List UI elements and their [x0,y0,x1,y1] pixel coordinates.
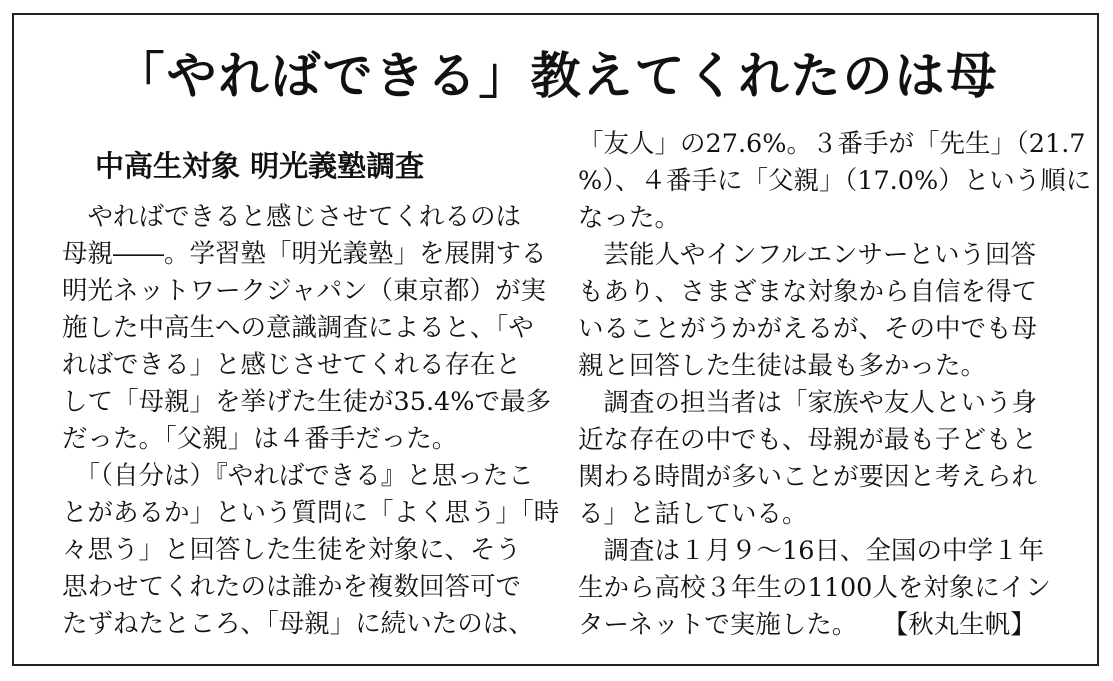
right-line-8: 調査の担当者は「家族や友人という身 [578,388,1038,418]
headline: 「やればできる」教えてくれたのは母 [114,47,999,105]
right-line-1: 「友人」の27.6%。３番手が「先生」（21.7 [578,129,1086,159]
left-line-8: 「（自分は）『やればできる』と思ったこ [62,461,534,491]
right-line-2: %）、４番手に「父親」（17.0%）という順に [578,166,1092,196]
left-line-1: やればできると感じさせてくれるのは [62,202,522,232]
left-line-9: とがあるか」という質問に「よく思う」「時 [62,498,560,528]
left-line-3: 明光ネットワークジャパン（東京都）が実 [62,276,546,306]
left-line-10: 々思う」と回答した生徒を対象に、そう [62,535,522,565]
left-line-2: 母親――。学習塾「明光義塾」を展開する [62,239,547,269]
right-line-5: もあり、さまざまな対象から自信を得て [578,277,1038,307]
right-line-4: 芸能人やインフルエンサーという回答 [578,240,1036,270]
left-line-11: 思わせてくれたのは誰かを複数回答可で [62,572,522,602]
right-line-11: る」と話している。 [578,499,808,529]
left-line-6: して「母親」を挙げた生徒が35.4%で最多 [62,387,552,417]
left-line-5: ればできる」と感じさせてくれる存在と [62,350,522,380]
left-line-7: だった。「父親」は４番手だった。 [62,424,458,454]
subheadline: 中高生対象 明光義塾調査 [95,149,425,183]
right-line-14: ターネットで実施した。 【秋丸生帆】 [578,610,1036,640]
right-line-9: 近な存在の中でも、母親が最も子どもと [578,425,1038,455]
right-line-3: なった。 [578,203,681,233]
right-line-12: 調査は１月９～16日、全国の中学１年 [578,536,1044,566]
right-line-13: 生から高校３年生の1100人を対象にイン [578,573,1051,603]
right-line-10: 関わる時間が多いことが要因と考えられ [578,462,1038,492]
right-line-7: 親と回答した生徒は最も多かった。 [578,351,987,381]
left-line-12: たずねたところ、「母親」に続いたのは、 [62,609,534,639]
right-line-6: いることがうかがえるが、その中でも母 [578,314,1038,344]
left-line-4: 施した中高生への意識調査によると、「や [62,313,534,343]
